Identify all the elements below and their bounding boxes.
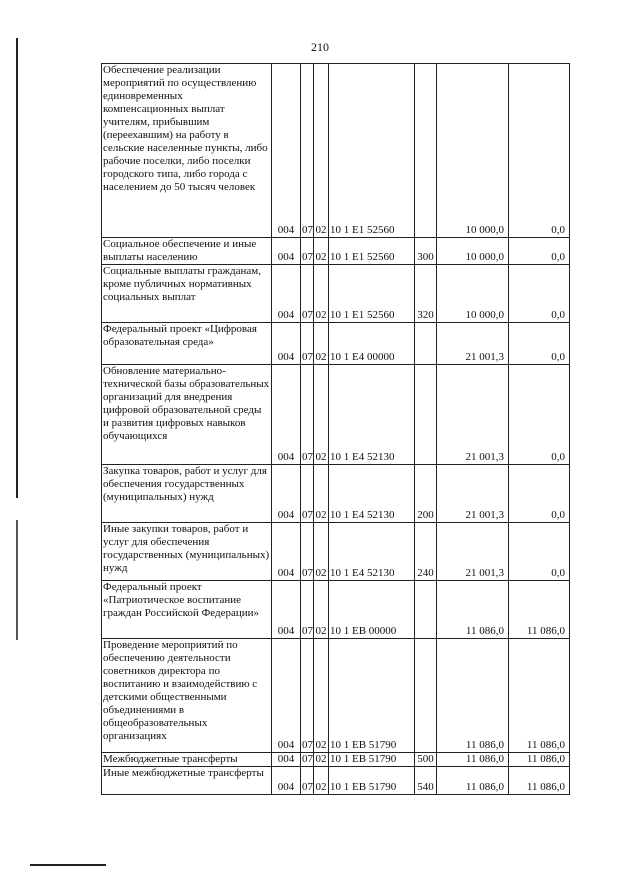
row-name: Социальные выплаты гражданам, кроме публичных нормативных социальных выплат — [102, 265, 272, 323]
row-name: Иные закупки товаров, работ и услуг для обеспечения государственных (муниципальных) нужд — [102, 523, 272, 581]
row-name: Закупка товаров, работ и услуг для обеспечения государственных (муниципальных) нужд — [102, 465, 272, 523]
amount-year-2: 0,0 — [509, 365, 570, 465]
section-code: 07 — [301, 639, 314, 753]
grbs-code: 004 — [272, 265, 301, 323]
target-article-code: 10 1 Е4 00000 — [329, 323, 415, 365]
amount-year-1: 21 001,3 — [437, 323, 509, 365]
grbs-code: 004 — [272, 753, 301, 767]
scan-margin-mark — [16, 520, 18, 640]
subsection-code: 02 — [314, 767, 329, 795]
section-code: 07 — [301, 581, 314, 639]
subsection-code: 02 — [314, 581, 329, 639]
table-row — [102, 323, 570, 365]
row-name: Обеспечение реализации мероприятий по осуществлению единовременных компенсационных выплат учителям, прибывшим (переехавшим) на работу в сельские населенные пункты, либо рабочие поселки, либо поселки городского типа, либо города с населением до 50 тысяч человек — [102, 64, 272, 238]
amount-year-2: 11 086,0 — [509, 581, 570, 639]
expense-type-code — [415, 581, 437, 639]
amount-year-1: 11 086,0 — [437, 581, 509, 639]
amount-year-1: 10 000,0 — [437, 265, 509, 323]
amount-year-2: 11 086,0 — [509, 767, 570, 795]
amount-year-1: 21 001,3 — [437, 523, 509, 581]
target-article-code: 10 1 Е1 52560 — [329, 265, 415, 323]
row-name: Социальное обеспечение и иные выплаты населению — [102, 238, 272, 265]
table-row — [102, 64, 570, 238]
grbs-code: 004 — [272, 238, 301, 265]
subsection-code: 02 — [314, 64, 329, 238]
scan-margin-mark — [16, 38, 18, 498]
amount-year-1: 11 086,0 — [437, 639, 509, 753]
expense-type-code: 240 — [415, 523, 437, 581]
target-article-code: 10 1 Е4 52130 — [329, 365, 415, 465]
section-code: 07 — [301, 265, 314, 323]
amount-year-1: 21 001,3 — [437, 465, 509, 523]
row-name: Межбюджетные трансферты — [102, 753, 272, 767]
section-code: 07 — [301, 365, 314, 465]
expense-type-code — [415, 639, 437, 753]
section-code: 07 — [301, 465, 314, 523]
table-row — [102, 238, 570, 265]
row-name: Проведение мероприятий по обеспечению деятельности советников директора по воспитанию и взаимодействию с детскими общественными объединениями в общеобразовательных организациях — [102, 639, 272, 753]
target-article-code: 10 1 ЕВ 51790 — [329, 753, 415, 767]
target-article-code: 10 1 ЕВ 51790 — [329, 767, 415, 795]
section-code: 07 — [301, 238, 314, 265]
amount-year-2: 0,0 — [509, 265, 570, 323]
table-row — [102, 753, 570, 767]
table-row — [102, 767, 570, 795]
amount-year-2: 0,0 — [509, 64, 570, 238]
expense-type-code: 200 — [415, 465, 437, 523]
subsection-code: 02 — [314, 238, 329, 265]
subsection-code: 02 — [314, 523, 329, 581]
expense-type-code: 500 — [415, 753, 437, 767]
expense-type-code: 320 — [415, 265, 437, 323]
subsection-code: 02 — [314, 265, 329, 323]
subsection-code: 02 — [314, 323, 329, 365]
amount-year-2: 0,0 — [509, 238, 570, 265]
subsection-code: 02 — [314, 365, 329, 465]
amount-year-2: 0,0 — [509, 523, 570, 581]
expense-type-code: 540 — [415, 767, 437, 795]
target-article-code: 10 1 ЕВ 00000 — [329, 581, 415, 639]
grbs-code: 004 — [272, 523, 301, 581]
table-row — [102, 523, 570, 581]
amount-year-2: 11 086,0 — [509, 639, 570, 753]
expense-type-code — [415, 323, 437, 365]
section-code: 07 — [301, 767, 314, 795]
amount-year-2: 0,0 — [509, 465, 570, 523]
expense-type-code — [415, 365, 437, 465]
footer-rule — [30, 864, 106, 866]
expense-type-code: 300 — [415, 238, 437, 265]
row-name: Федеральный проект «Патриотическое воспитание граждан Российской Федерации» — [102, 581, 272, 639]
target-article-code: 10 1 ЕВ 51790 — [329, 639, 415, 753]
grbs-code: 004 — [272, 365, 301, 465]
section-code: 07 — [301, 323, 314, 365]
amount-year-1: 11 086,0 — [437, 767, 509, 795]
target-article-code: 10 1 Е1 52560 — [329, 64, 415, 238]
target-article-code: 10 1 Е4 52130 — [329, 465, 415, 523]
budget-table — [101, 63, 570, 795]
section-code: 07 — [302, 753, 313, 765]
target-article-code: 10 1 Е1 52560 — [329, 238, 415, 265]
grbs-code: 004 — [272, 581, 301, 639]
subsection-code: 02 — [314, 465, 329, 523]
grbs-code: 004 — [272, 767, 301, 795]
row-name: Обновление материально-технической базы образовательных организаций для внедрения цифровой образовательной среды и развития цифровых навыков обучающихся — [102, 365, 272, 465]
amount-year-1: 11 086,0 — [437, 753, 509, 767]
table-row — [102, 265, 570, 323]
section-code: 07 — [301, 523, 314, 581]
table-row — [102, 581, 570, 639]
grbs-code: 004 — [272, 639, 301, 753]
amount-year-1: 10 000,0 — [437, 238, 509, 265]
target-article-code: 10 1 Е4 52130 — [329, 523, 415, 581]
table-row — [102, 365, 570, 465]
section-code: 07 — [301, 64, 314, 238]
row-name: Федеральный проект «Цифровая образовательная среда» — [102, 323, 272, 365]
table-row — [102, 639, 570, 753]
grbs-code: 004 — [272, 64, 301, 238]
grbs-code: 004 — [272, 465, 301, 523]
amount-year-2: 11 086,0 — [509, 753, 570, 767]
table-row — [102, 465, 570, 523]
row-name: Иные межбюджетные трансферты — [102, 767, 272, 795]
subsection-code: 02 — [314, 639, 329, 753]
expense-type-code — [415, 64, 437, 238]
amount-year-1: 21 001,3 — [437, 365, 509, 465]
page-number: 210 — [311, 40, 329, 54]
amount-year-2: 0,0 — [509, 323, 570, 365]
subsection-code: 02 — [315, 753, 327, 765]
amount-year-1: 10 000,0 — [437, 64, 509, 238]
grbs-code: 004 — [272, 323, 301, 365]
